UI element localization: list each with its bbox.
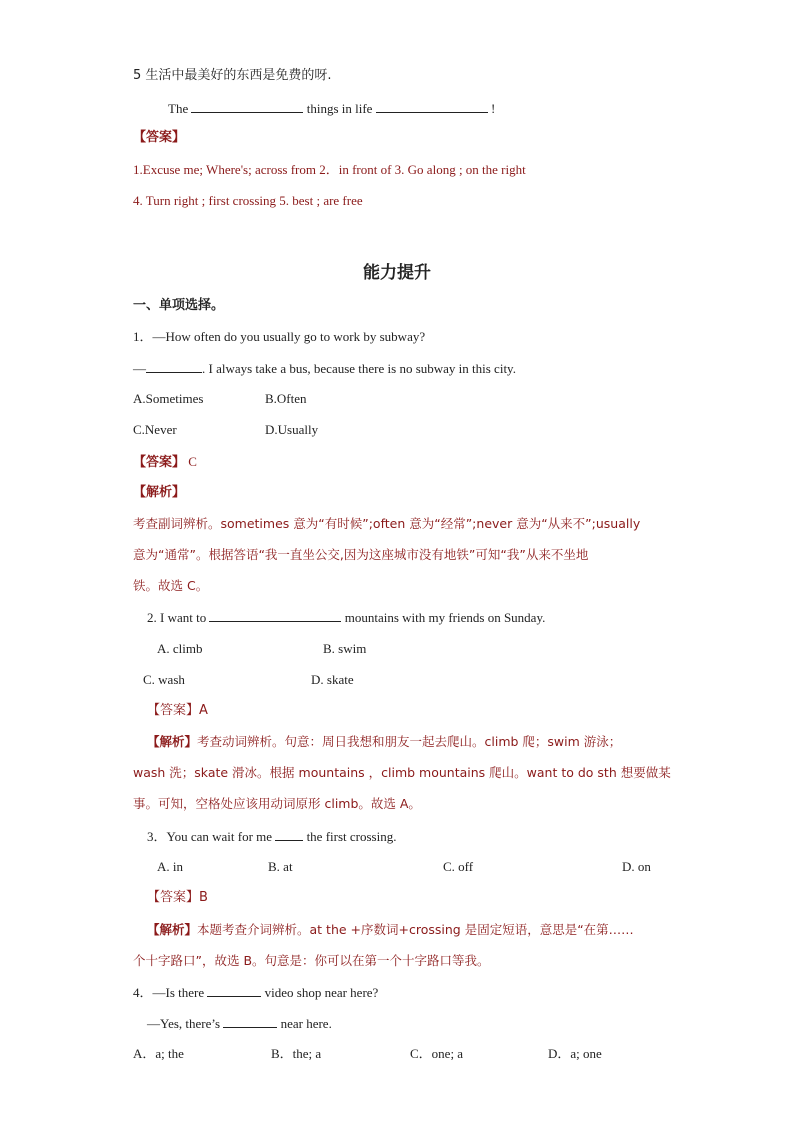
- q3-blank[interactable]: [275, 828, 303, 841]
- q1-answer-label: 【答案】: [133, 455, 186, 470]
- q5-things: things in life: [306, 101, 373, 116]
- q4-option-b[interactable]: B．the; a: [271, 1046, 322, 1061]
- q4-stem-a: 4．—Is there: [133, 985, 205, 1000]
- q5-end: !: [490, 101, 496, 116]
- q3-option-d[interactable]: D. on: [622, 859, 651, 874]
- q4-option-d[interactable]: D．a; one: [548, 1046, 602, 1061]
- answer-line-1: 1.Excuse me; Where's; across from 2．in front of 3. Go along ; on the right: [133, 162, 526, 177]
- q2-stem-a: 2. I want to: [147, 610, 207, 625]
- answer-line-2: 4. Turn right ; first crossing 5. best ; are free: [133, 193, 363, 208]
- q2-blank[interactable]: [209, 609, 341, 622]
- q4-stem: [133, 984, 378, 1001]
- q5-blank-2[interactable]: [376, 100, 488, 113]
- q2-analysis-2: wash 洗；skate 滑冰。根据 mountains ，climb mountains 爬山。want to do sth 想要做某: [133, 765, 671, 780]
- q1-reply-text: . I always take a bus, because there is no subway in this city.: [202, 361, 516, 376]
- q2-analysis-1-text: 考查动词辨析。句意：周日我想和朋友一起去爬山。climb 爬；swim 游泳；: [197, 734, 622, 749]
- q2-answer: 【答案】A: [147, 703, 208, 718]
- q5-sentence: [168, 100, 495, 117]
- q5-the: The: [168, 101, 189, 116]
- section-title: 能力提升: [363, 263, 431, 283]
- q1-option-b[interactable]: B.Often: [265, 391, 307, 406]
- q1-reply: [133, 360, 516, 377]
- q2-option-a[interactable]: A. climb: [157, 641, 203, 656]
- q4-option-a[interactable]: A．a; the: [133, 1046, 184, 1061]
- q4-blank-1[interactable]: [207, 984, 261, 997]
- q1-answer-value: C: [188, 454, 197, 469]
- q3-option-b[interactable]: B. at: [268, 859, 293, 874]
- q2-option-d[interactable]: D. skate: [311, 672, 354, 687]
- q2-option-b[interactable]: B. swim: [323, 641, 367, 656]
- q2-analysis-1: [147, 734, 621, 750]
- q4-reply-a: —Yes, there’s: [147, 1016, 221, 1031]
- q3-analysis-1: [147, 922, 634, 938]
- q3-analysis-1-text: 本题考查介词辨析。at the +序数词+crossing 是固定短语，意思是“在第……: [197, 922, 634, 937]
- q3-stem-b: the first crossing.: [306, 829, 397, 844]
- q2-stem-b: mountains with my friends on Sunday.: [344, 610, 546, 625]
- q3-analysis-2: 个十字路口”，故选 B。句意是：你可以在第一个十字路口等我。: [133, 953, 490, 968]
- q1-dash: —: [133, 361, 146, 376]
- q1-option-c[interactable]: C.Never: [133, 422, 177, 437]
- q1-option-d[interactable]: D.Usually: [265, 422, 319, 437]
- q4-reply: [147, 1015, 332, 1032]
- q1-answer: [133, 454, 197, 471]
- q3-stem: [147, 828, 396, 845]
- q4-stem-b: video shop near here?: [264, 985, 379, 1000]
- q1-analysis-1: 考查副词辨析。sometimes 意为“有时候”;often 意为“经常”;never 意为“从来不”;usually: [133, 516, 641, 531]
- q2-analysis-label: 【解析】: [147, 734, 198, 749]
- q2-stem: [147, 609, 545, 626]
- q3-analysis-label: 【解析】: [147, 922, 198, 937]
- q3-option-c[interactable]: C. off: [443, 859, 474, 874]
- q1-analysis-2: 意为“通常”。根据答语“我一直坐公交,因为这座城市没有地铁”可知“我”从来不坐地: [133, 547, 589, 562]
- q2-analysis-3: 事。可知，空格处应该用动词原形 climb。故选 A。: [133, 796, 421, 811]
- q4-reply-b: near here.: [280, 1016, 332, 1031]
- q3-stem-a: 3．You can wait for me: [147, 829, 273, 844]
- q3-answer: 【答案】B: [147, 890, 208, 905]
- part-heading: 一、单项选择。: [133, 298, 225, 313]
- answer-header: 【答案】: [133, 130, 186, 145]
- q4-blank-2[interactable]: [223, 1015, 277, 1028]
- q1-option-a[interactable]: A.Sometimes: [133, 391, 204, 406]
- q1-stem: 1．—How often do you usually go to work by subway?: [133, 329, 426, 344]
- q1-analysis-3: 铁。故选 C。: [133, 578, 209, 593]
- q5-label: 5 生活中最美好的东西是免费的呀.: [133, 68, 332, 83]
- q4-option-c[interactable]: C．one; a: [410, 1046, 464, 1061]
- q5-blank-1[interactable]: [191, 100, 303, 113]
- q2-option-c[interactable]: C. wash: [143, 672, 185, 687]
- q1-blank[interactable]: [146, 360, 202, 373]
- q1-analysis-label: 【解析】: [133, 485, 186, 500]
- q3-option-a[interactable]: A. in: [157, 859, 183, 874]
